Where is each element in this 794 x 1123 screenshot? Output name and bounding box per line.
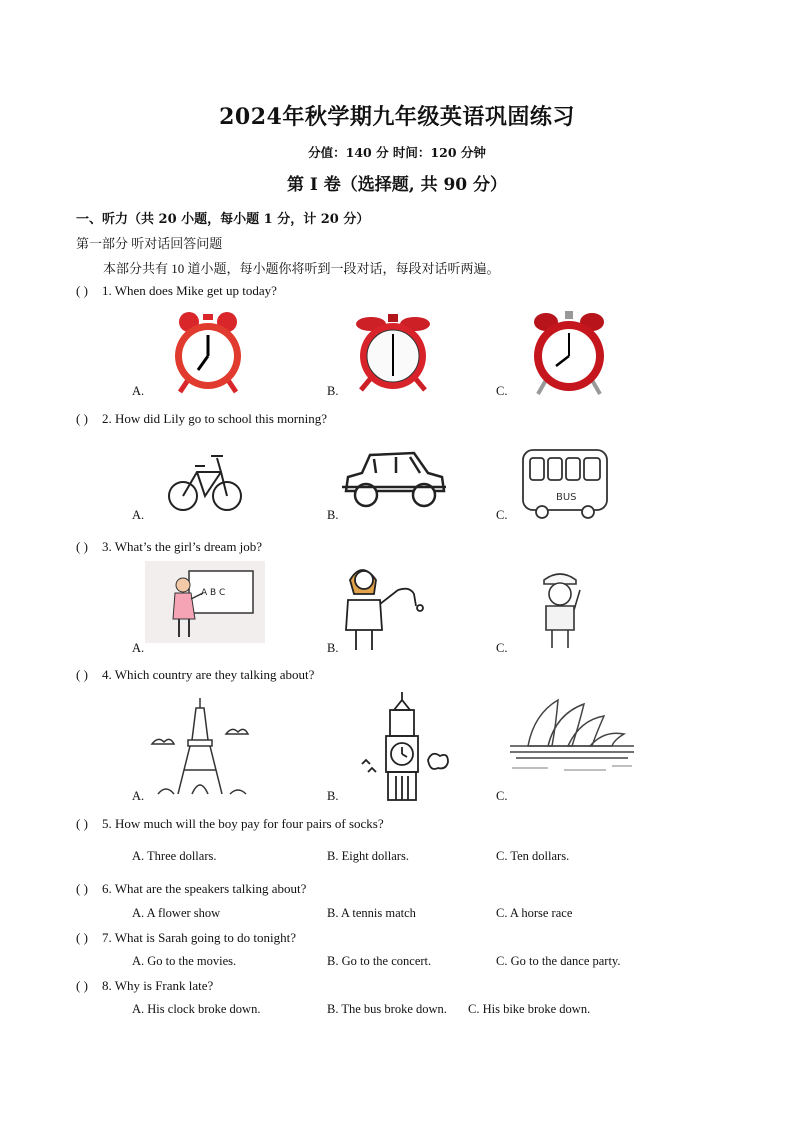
question-4: 4. Which country are they talking about? xyxy=(102,667,315,682)
question-8: 8. Why is Frank late? xyxy=(102,978,214,993)
q8-option-c[interactable]: C. His bike broke down. xyxy=(468,1002,591,1016)
q8-option-a[interactable]: A. His clock broke down. xyxy=(132,1002,261,1016)
answer-blank[interactable]: ( ) xyxy=(76,283,88,298)
q4-option-a[interactable]: A. xyxy=(132,789,145,803)
q7-option-c[interactable]: C. Go to the dance party. xyxy=(496,954,621,968)
q1-option-c[interactable]: C. xyxy=(496,384,508,398)
bus-sign: BUS xyxy=(556,492,577,503)
q2-option-a[interactable]: A. xyxy=(132,508,145,522)
q6-option-b[interactable]: B. A tennis match xyxy=(327,906,416,920)
q7-option-b[interactable]: B. Go to the concert. xyxy=(327,954,432,968)
answer-blank[interactable]: ( ) xyxy=(76,411,88,426)
alarm-clock-seven-icon xyxy=(172,310,244,394)
question-1: 1. When does Mike get up today? xyxy=(102,283,277,298)
question-6: 6. What are the speakers talking about? xyxy=(102,881,307,896)
eiffel-tower-icon xyxy=(148,696,252,800)
answer-blank[interactable]: ( ) xyxy=(76,978,88,993)
q3-option-a[interactable]: A. xyxy=(132,641,145,655)
teacher-icon xyxy=(145,561,265,643)
q5-option-c[interactable]: C. Ten dollars. xyxy=(496,849,570,863)
board-text: A B C xyxy=(201,588,226,598)
answer-blank[interactable]: ( ) xyxy=(76,930,88,945)
q1-option-b[interactable]: B. xyxy=(327,384,339,398)
q7-option-a[interactable]: A. Go to the movies. xyxy=(132,954,237,968)
police-officer-icon xyxy=(536,566,584,652)
q5-option-b[interactable]: B. Eight dollars. xyxy=(327,849,409,863)
q3-option-c[interactable]: C. xyxy=(496,641,508,655)
answer-blank[interactable]: ( ) xyxy=(76,539,88,554)
question-5: 5. How much will the boy pay for four pairs of socks? xyxy=(102,816,384,831)
q4-option-b[interactable]: B. xyxy=(327,789,339,803)
q8-option-b[interactable]: B. The bus broke down. xyxy=(327,1002,447,1016)
q3-option-b[interactable]: B. xyxy=(327,641,339,655)
q6-option-a[interactable]: A. A flower show xyxy=(132,906,221,920)
part-title: 第 I 卷（选择题, 共 90 分） xyxy=(286,175,508,195)
answer-blank[interactable]: ( ) xyxy=(76,816,88,831)
q5-option-a[interactable]: A. Three dollars. xyxy=(132,849,217,863)
car-icon xyxy=(340,447,448,513)
q2-option-b[interactable]: B. xyxy=(327,508,339,522)
alarm-clock-eight-icon xyxy=(528,308,610,396)
sydney-opera-house-icon xyxy=(508,694,636,776)
alarm-clock-six-icon xyxy=(349,312,437,392)
q4-option-c[interactable]: C. xyxy=(496,789,508,803)
question-2: 2. How did Lily go to school this morning? xyxy=(102,411,327,426)
answer-blank[interactable]: ( ) xyxy=(76,667,88,682)
q2-option-c[interactable]: C. xyxy=(496,508,508,522)
page-title: 2024年秋学期九年级英语巩固练习 xyxy=(219,104,575,130)
section-subheading: 第一部分 听对话回答问题 xyxy=(76,236,223,251)
big-ben-icon xyxy=(356,690,452,802)
section-instruction: 本部分共有 10 道小题，每小题你将听到一段对话，每段对话听两遍。 xyxy=(103,261,500,276)
q1-option-a[interactable]: A. xyxy=(132,384,145,398)
q6-option-c[interactable]: C. A horse race xyxy=(496,906,573,920)
score-time-info: 分值：140 分 时间：120 分钟 xyxy=(308,145,486,160)
bus-icon xyxy=(520,446,610,520)
answer-blank[interactable]: ( ) xyxy=(76,881,88,896)
section-heading: 一、听力（共 20 小题，每小题 1 分，计 20 分） xyxy=(76,212,370,227)
question-3: 3. What’s the girl’s dream job? xyxy=(102,539,263,554)
doctor-icon xyxy=(340,560,430,652)
question-7: 7. What is Sarah going to do tonight? xyxy=(102,930,297,945)
bicycle-icon xyxy=(165,444,245,514)
